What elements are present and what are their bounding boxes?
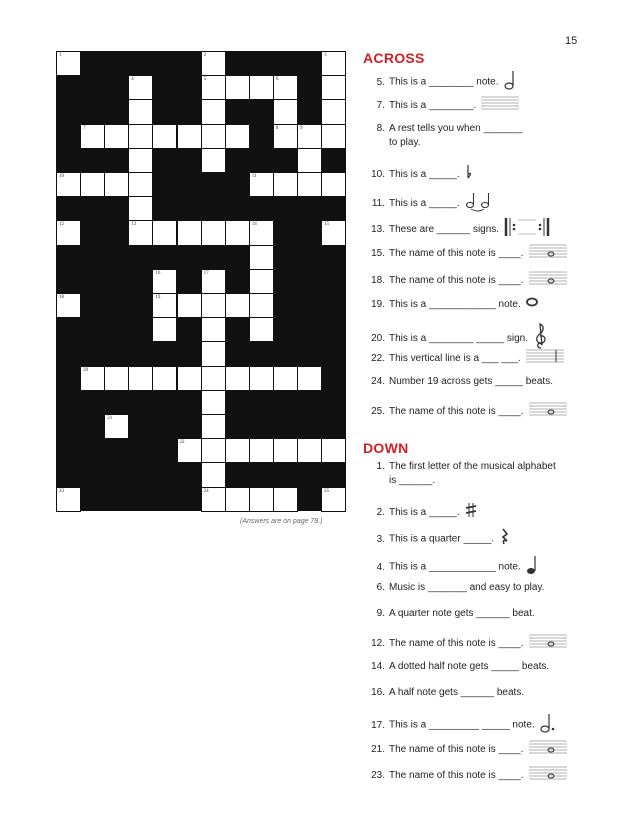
cell-number: 6 [275,77,279,83]
clue-down-23 [369,765,594,786]
crossword-cell[interactable] [56,172,81,197]
crossword-cell[interactable] [128,99,153,124]
clue-number: 17. [371,719,385,731]
clue-number: 23. [371,770,385,782]
clue-text: This is a _________ _____ note. [389,719,535,731]
clue-number: 2. [376,507,385,519]
clue-down-17 [369,712,594,738]
crossword-cell[interactable] [249,366,274,391]
clue-text: A quarter note gets ______ beat. [389,608,535,619]
clue-number: 10. [371,169,385,181]
crossword-cell[interactable] [201,341,226,366]
clue-text: This is a quarter _____. [389,533,495,545]
clue-across-18 [369,270,594,291]
crossword-cell[interactable] [321,51,346,76]
answers-note: (Answers are on page 78.) [240,518,323,525]
whole-note-icon [526,296,538,313]
across-heading: ACROSS [363,50,425,66]
clue-number: 8. [376,123,385,134]
clue-text: These are ______ signs. [389,224,500,236]
cell-number: 1 [59,53,62,58]
crossword-cell[interactable] [128,196,153,221]
cell-number: 10 [59,174,64,179]
clue-down-6 [369,581,594,595]
crossword-cell[interactable] [201,269,226,294]
clue-text: This is a ____________ note. [389,299,521,311]
cell-number: 3 [324,53,327,58]
crossword-cell[interactable] [321,172,346,197]
crossword-cell[interactable] [80,366,105,391]
cell-number: 8 [275,125,279,131]
crossword-cell[interactable] [249,245,274,270]
tie-icon [465,190,491,217]
clue-number: 7. [376,100,385,112]
clue-text: A dotted half note gets _____ beats. [389,661,550,672]
crossword-cell[interactable] [104,124,129,149]
half-note-icon [504,69,516,95]
clue-text: This is a _____. [389,169,460,181]
crossword-cell[interactable] [177,438,202,463]
clue-number: 18. [371,275,385,287]
crossword-cell[interactable] [80,172,105,197]
cell-number: 7 [83,125,86,131]
crossword-cell[interactable] [128,220,153,245]
clue-number: 24. [371,376,385,387]
clue-down-3 [369,528,594,550]
cell-number: 22 [179,440,185,446]
crossword-cell[interactable] [128,148,153,173]
clue-across-7 [369,95,594,116]
crossword-cell[interactable] [273,172,298,197]
clue-across-25 [369,401,594,422]
cell-number: 2 [203,53,207,58]
cell-number: 11 [251,174,257,179]
crossword-cell[interactable] [249,172,274,197]
crossword-cell[interactable] [321,220,346,245]
crossword-cell[interactable] [177,366,202,391]
clue-number: 11. [371,198,385,210]
dotted-half-note-icon [540,712,556,738]
crossword-cell[interactable] [128,366,153,391]
crossword-cell[interactable] [321,487,346,512]
crossword-cell[interactable] [201,462,226,487]
crossword-cell[interactable] [273,75,298,100]
crossword-cell[interactable] [152,366,177,391]
clue-down-12 [369,633,594,654]
crossword-grid [56,51,346,511]
clue-number: 20. [371,333,385,345]
crossword-cell[interactable] [249,220,274,245]
crossword-cell[interactable] [201,438,226,463]
clue-down-14 [369,660,594,674]
crossword-cell[interactable] [56,51,81,76]
crossword-cell[interactable] [321,99,346,124]
crossword-cell[interactable] [321,124,346,149]
clue-across-5 [369,69,594,95]
clue-number: 14. [371,661,385,672]
cell-number: 15 [324,222,330,228]
cell-number: 24 [203,488,209,494]
clue-number: 25. [371,406,385,418]
staff-icon [481,95,519,116]
clue-number: 1. [376,461,385,472]
clue-text-continued: to play. [389,137,421,148]
crossword-cell[interactable] [128,172,153,197]
crossword-cell[interactable] [177,220,202,245]
cell-number: 17 [203,270,209,276]
clue-text: This is a _____. [389,198,460,210]
crossword-cell[interactable] [273,487,298,512]
clue-text: The name of this note is ____. [389,248,524,260]
cell-number: 12 [59,222,64,228]
crossword-cell[interactable] [201,99,226,124]
clue-text: This is a _____. [389,507,460,519]
crossword-cell[interactable] [297,366,322,391]
crossword-cell[interactable] [152,269,177,294]
staff-note-icon [529,401,567,422]
sharp-icon [465,502,477,523]
staff-note-icon [529,633,567,654]
clue-number: 4. [376,561,385,573]
clue-number: 15. [371,248,385,260]
cell-number: 9 [300,125,303,131]
clue-text: The name of this note is ____. [389,770,524,782]
crossword-cell[interactable] [297,148,322,173]
clue-text: A rest tells you when _______ [389,123,523,134]
clue-text: The name of this note is ____. [389,406,524,418]
clue-text: The name of this note is ____. [389,638,524,650]
crossword-cell[interactable] [201,293,226,318]
clue-across-22 [369,348,594,369]
cell-number: 23 [59,488,64,494]
clue-text: The name of this note is ____. [389,744,524,756]
crossword-cell[interactable] [104,172,129,197]
crossword-cell[interactable] [201,487,226,512]
crossword-cell[interactable] [201,148,226,173]
crossword-cell[interactable] [56,293,81,318]
crossword-cell[interactable] [273,124,298,149]
clue-across-15 [369,243,594,264]
cell-number: 25 [324,488,330,494]
cell-number: 21 [107,416,113,421]
clue-across-11 [369,190,594,217]
crossword-cell[interactable] [249,293,274,318]
staff-note-icon [529,270,567,291]
crossword-cell[interactable] [297,172,322,197]
crossword-cell[interactable] [104,414,129,439]
crossword-cell[interactable] [249,269,274,294]
crossword-cell[interactable] [249,75,274,100]
crossword-cell[interactable] [225,220,250,245]
clue-number: 3. [376,533,385,545]
crossword-cell[interactable] [225,124,250,149]
crossword-cell[interactable] [249,317,274,342]
clue-text: This is a ________ note. [389,76,499,88]
crossword-cell[interactable] [201,414,226,439]
crossword-cell[interactable] [152,293,177,318]
clue-across-13 [369,217,594,242]
crossword-cell[interactable] [201,124,226,149]
clue-number: 5. [376,76,385,88]
clue-text: The name of this note is ____. [389,275,524,287]
clue-text: A half note gets ______ beats. [389,687,525,698]
bar-line-icon [526,348,564,369]
cell-number: 5 [203,77,207,83]
clue-text: Number 19 across gets _____ beats. [389,376,553,387]
flat-icon [465,164,475,185]
cell-number: 13 [131,222,137,228]
clue-number: 21. [371,744,385,756]
crossword-cell[interactable] [201,317,226,342]
clue-across-8 [369,122,594,150]
crossword-cell[interactable] [80,124,105,149]
repeat-sign-icon [504,217,550,242]
clue-down-16 [369,686,594,700]
clue-text-continued: is ______. [389,475,436,486]
crossword-cell[interactable] [249,487,274,512]
clue-text: This vertical line is a ___ ___. [389,353,521,365]
crossword-cell[interactable] [201,366,226,391]
crossword-cell[interactable] [201,220,226,245]
clue-across-19 [369,296,594,313]
clue-down-21 [369,739,594,760]
crossword-cell[interactable] [321,75,346,100]
cell-number: 16 [155,270,161,276]
clue-down-9 [369,607,594,621]
clue-across-24 [369,375,594,389]
crossword-cell[interactable] [273,366,298,391]
clue-number: 6. [376,582,385,593]
clue-number: 13. [371,224,385,236]
crossword-cell[interactable] [104,366,129,391]
crossword-cell[interactable] [56,487,81,512]
crossword-cell[interactable] [225,75,250,100]
clue-number: 19. [371,299,385,311]
clue-text: This is a ____________ note. [389,561,521,573]
crossword-cell[interactable] [321,438,346,463]
clue-number: 9. [376,608,385,619]
clue-down-2 [369,502,594,523]
staff-note-icon [529,243,567,264]
down-heading: DOWN [363,440,409,456]
crossword-cell[interactable] [177,124,202,149]
crossword-cell[interactable] [225,293,250,318]
crossword-cell[interactable] [225,438,250,463]
crossword-cell[interactable] [225,487,250,512]
clue-across-10 [369,164,594,185]
crossword-cell[interactable] [201,75,226,100]
clue-text: This is a ________. [389,100,477,112]
crossword-cell[interactable] [152,124,177,149]
clue-text: The first letter of the musical alphabet [389,461,556,472]
crossword-cell[interactable] [273,99,298,124]
crossword-cell[interactable] [152,317,177,342]
crossword-cell[interactable] [297,438,322,463]
cell-number: 4 [131,77,134,83]
quarter-rest-icon [499,528,509,550]
page-number: 15 [565,35,578,47]
clue-text: This is a ________ _____ sign. [389,333,528,345]
cell-number: 19 [155,295,161,300]
crossword-cell[interactable] [128,124,153,149]
clue-number: 12. [371,638,385,650]
staff-note-icon [529,739,567,760]
crossword-cell[interactable] [249,438,274,463]
crossword-cell[interactable] [273,438,298,463]
clue-down-4 [369,554,594,580]
crossword-cell[interactable] [152,220,177,245]
crossword-cell[interactable] [201,390,226,415]
cell-number: 18 [59,295,64,300]
crossword-cell[interactable] [56,220,81,245]
clue-number: 22. [371,353,385,365]
crossword-cell[interactable] [201,51,226,76]
crossword-cell[interactable] [177,293,202,318]
crossword-cell[interactable] [297,124,322,149]
clue-down-1 [369,460,594,488]
clue-text: Music is _______ and easy to play. [389,582,545,593]
staff-note-icon [529,765,567,786]
cell-number: 14 [251,222,257,228]
crossword-cell[interactable] [128,75,153,100]
crossword-cell[interactable] [225,366,250,391]
clue-number: 16. [371,687,385,698]
quarter-note-icon [526,554,538,580]
cell-number: 20 [83,367,89,373]
